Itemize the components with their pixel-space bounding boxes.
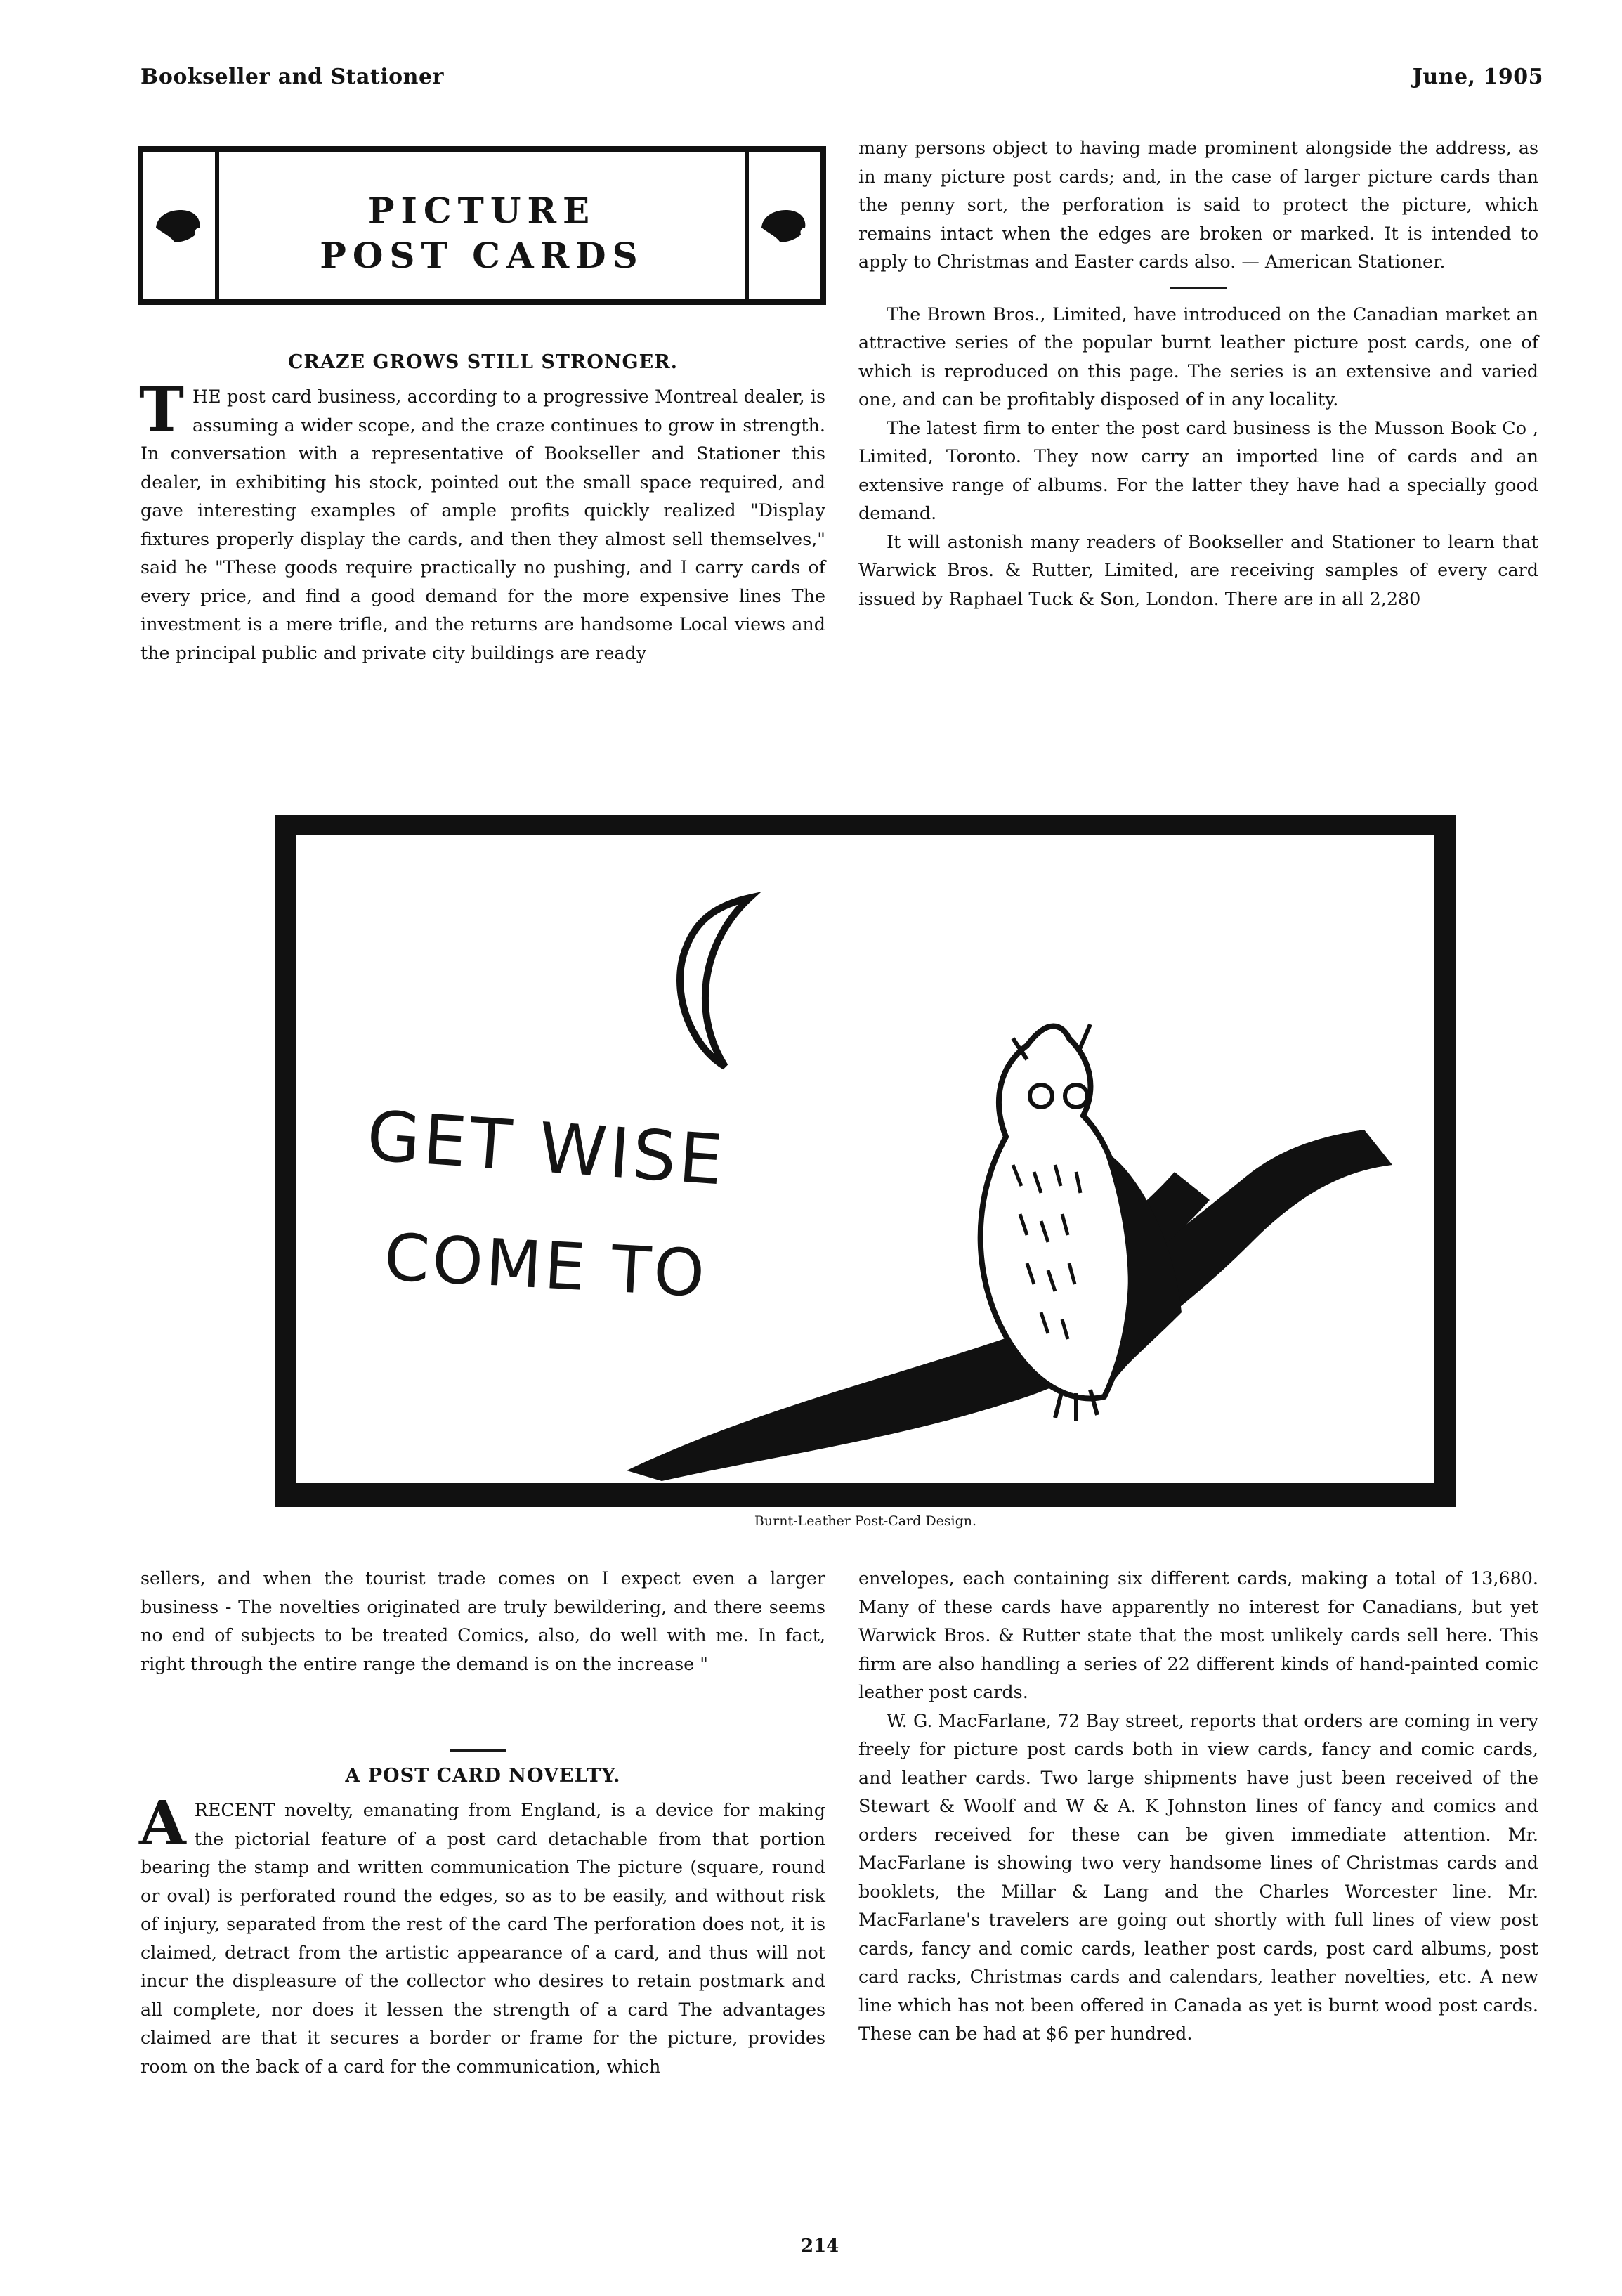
section-title-line2: POST CARDS — [320, 235, 644, 276]
ornament-icon — [153, 207, 202, 246]
section-title — [219, 188, 745, 278]
news-paragraph-warwick: It will astonish many readers of Bookseller and Stationer to learn that Warwick Bros. & Rutter, Limited, are receiving samples of every card issued by Raphael Tuck & Son, London. There are in all 2,280 — [858, 530, 1538, 609]
ornament-icon — [759, 207, 808, 246]
publication-name: Bookseller and Stationer — [140, 65, 444, 89]
illustration-caption: Burnt-Leather Post-Card Design. — [754, 1513, 977, 1529]
divider-rule — [1170, 287, 1227, 289]
news-paragraph-musson: The latest firm to enter the post card business is the Musson Book Co , Limited, Toronto. They now carry an imported line of cards and an extensive range of albums. For the latter they have had a specially good demand. — [858, 417, 1538, 523]
drop-cap: T — [139, 374, 184, 445]
article-paragraph: many persons object to having made prominent alongside the address, as in many picture post cards; and, in the case of larger picture cards than the penny sort, the perforation is said to protect the picture, which remains intact when the edges are broken or marked. It is intended to apply to Christmas and Easter cards also. — American Stationer. — [858, 137, 1538, 272]
column-bottom-left — [140, 1564, 825, 1678]
article-paragraph-continued: sellers, and when the tourist trade comes on I expect even a larger business - The novelties originated are truly bewildering, and there seems no end of subjects to be treated Comics, also, do well with me. In fact, right through the entire range the demand is on the increase " — [140, 1567, 825, 1674]
column-top-left — [139, 374, 825, 667]
news-paragraph-macfarlane: W. G. MacFarlane, 72 Bay street, reports that orders are coming in very freely for picture post cards both in view cards, fancy and comic cards, and leather cards. Two large shipments have just been received of the Stewart & Woolf and W & A. K Johnston lines of fancy and comics and orders received for these can be given immediate attention. Mr. MacFarlane is showing two very handsome lines of Christmas cards and booklets, the Millar & Lang and the Charles Worcester line. Mr. MacFarlane's travelers are going out shortly with full lines of view post cards, fancy and comic cards, leather post cards, post card albums, post card racks, Christmas cards and calendars, leather novelties, etc. A new line which has not been offered in Canada as yet is burnt wood post cards. These can be had at $6 per hundred. — [858, 1709, 1538, 2044]
column-bottom-left-article2 — [139, 1788, 825, 2080]
column-bottom-right — [858, 1564, 1538, 2048]
crescent-moon-icon — [680, 898, 750, 1067]
drop-cap: A — [139, 1788, 186, 1859]
postcard-illustration — [275, 815, 1456, 1507]
news-paragraph-brown-bros: The Brown Bros., Limited, have introduced on the Canadian market an attractive series of the popular burnt leather picture post cards, one of which is reproduced on this page. The series is an extensive and varied one, and can be profitably disposed of in any locality. — [858, 303, 1538, 410]
page-number: 214 — [801, 2236, 839, 2257]
column-top-right — [858, 133, 1538, 613]
news-paragraph-warwick-continued: envelopes, each containing six different cards, making a total of 13,680. Many of these cards have apparently no interest for Canadians, but yet Warwick Bros. & Rutter state that the most unlikely cards sell here. This firm are also handling a series of 22 different kinds of hand-painted comic leather post cards. — [858, 1567, 1538, 1702]
issue-date: June, 1905 — [1412, 65, 1543, 89]
title-box-left-panel — [143, 152, 219, 299]
section-title-box — [138, 146, 826, 305]
section-title-line1: PICTURE — [367, 190, 596, 231]
article-heading: CRAZE GROWS STILL STRONGER. — [287, 351, 679, 373]
postcard-slogan-line2: COME TO — [382, 1220, 709, 1312]
article-paragraph: THE post card business, according to a progressive Montreal dealer, is assuming a wider scope, and the craze continues to grow in strength. In conversation with a representative of Bookseller and Stationer this dealer, in exhibiting his stock, pointed out the small space required, and gave interesting examples of ample profits quickly realized "Display fixtures properly display the cards, and then they almost sell themselves," said he "These goods require practically no pushing, and I carry cards of every price, and find a good demand for the more expensive lines The investment is a mere trifle, and the returns are handsome Local views and the principal public and private city buildings are ready — [139, 374, 825, 663]
postcard-slogan-line1: GET WISE — [364, 1096, 728, 1201]
title-box-right-panel — [745, 152, 820, 299]
article-heading: A POST CARD NOVELTY. — [345, 1765, 621, 1787]
article-paragraph: ARECENT novelty, emanating from England, is a device for making the pictorial feature of a post card detachable from that portion bearing the stamp and written communication The picture (square, round or oval) is perforated round the edges, so as to be easily, and without risk of injury, separated from the rest of the card The perforation does not, it is claimed, detract from the artistic appearance of a card, and thus will not incur the displeasure of the collector who desires to retain postmark and all complete, nor does it lessen the strength of a card The advantages claimed are that it secures a border or frame for the picture, provides room on the back of a card for the communication, which — [139, 1788, 825, 2077]
divider-rule — [450, 1749, 506, 1752]
